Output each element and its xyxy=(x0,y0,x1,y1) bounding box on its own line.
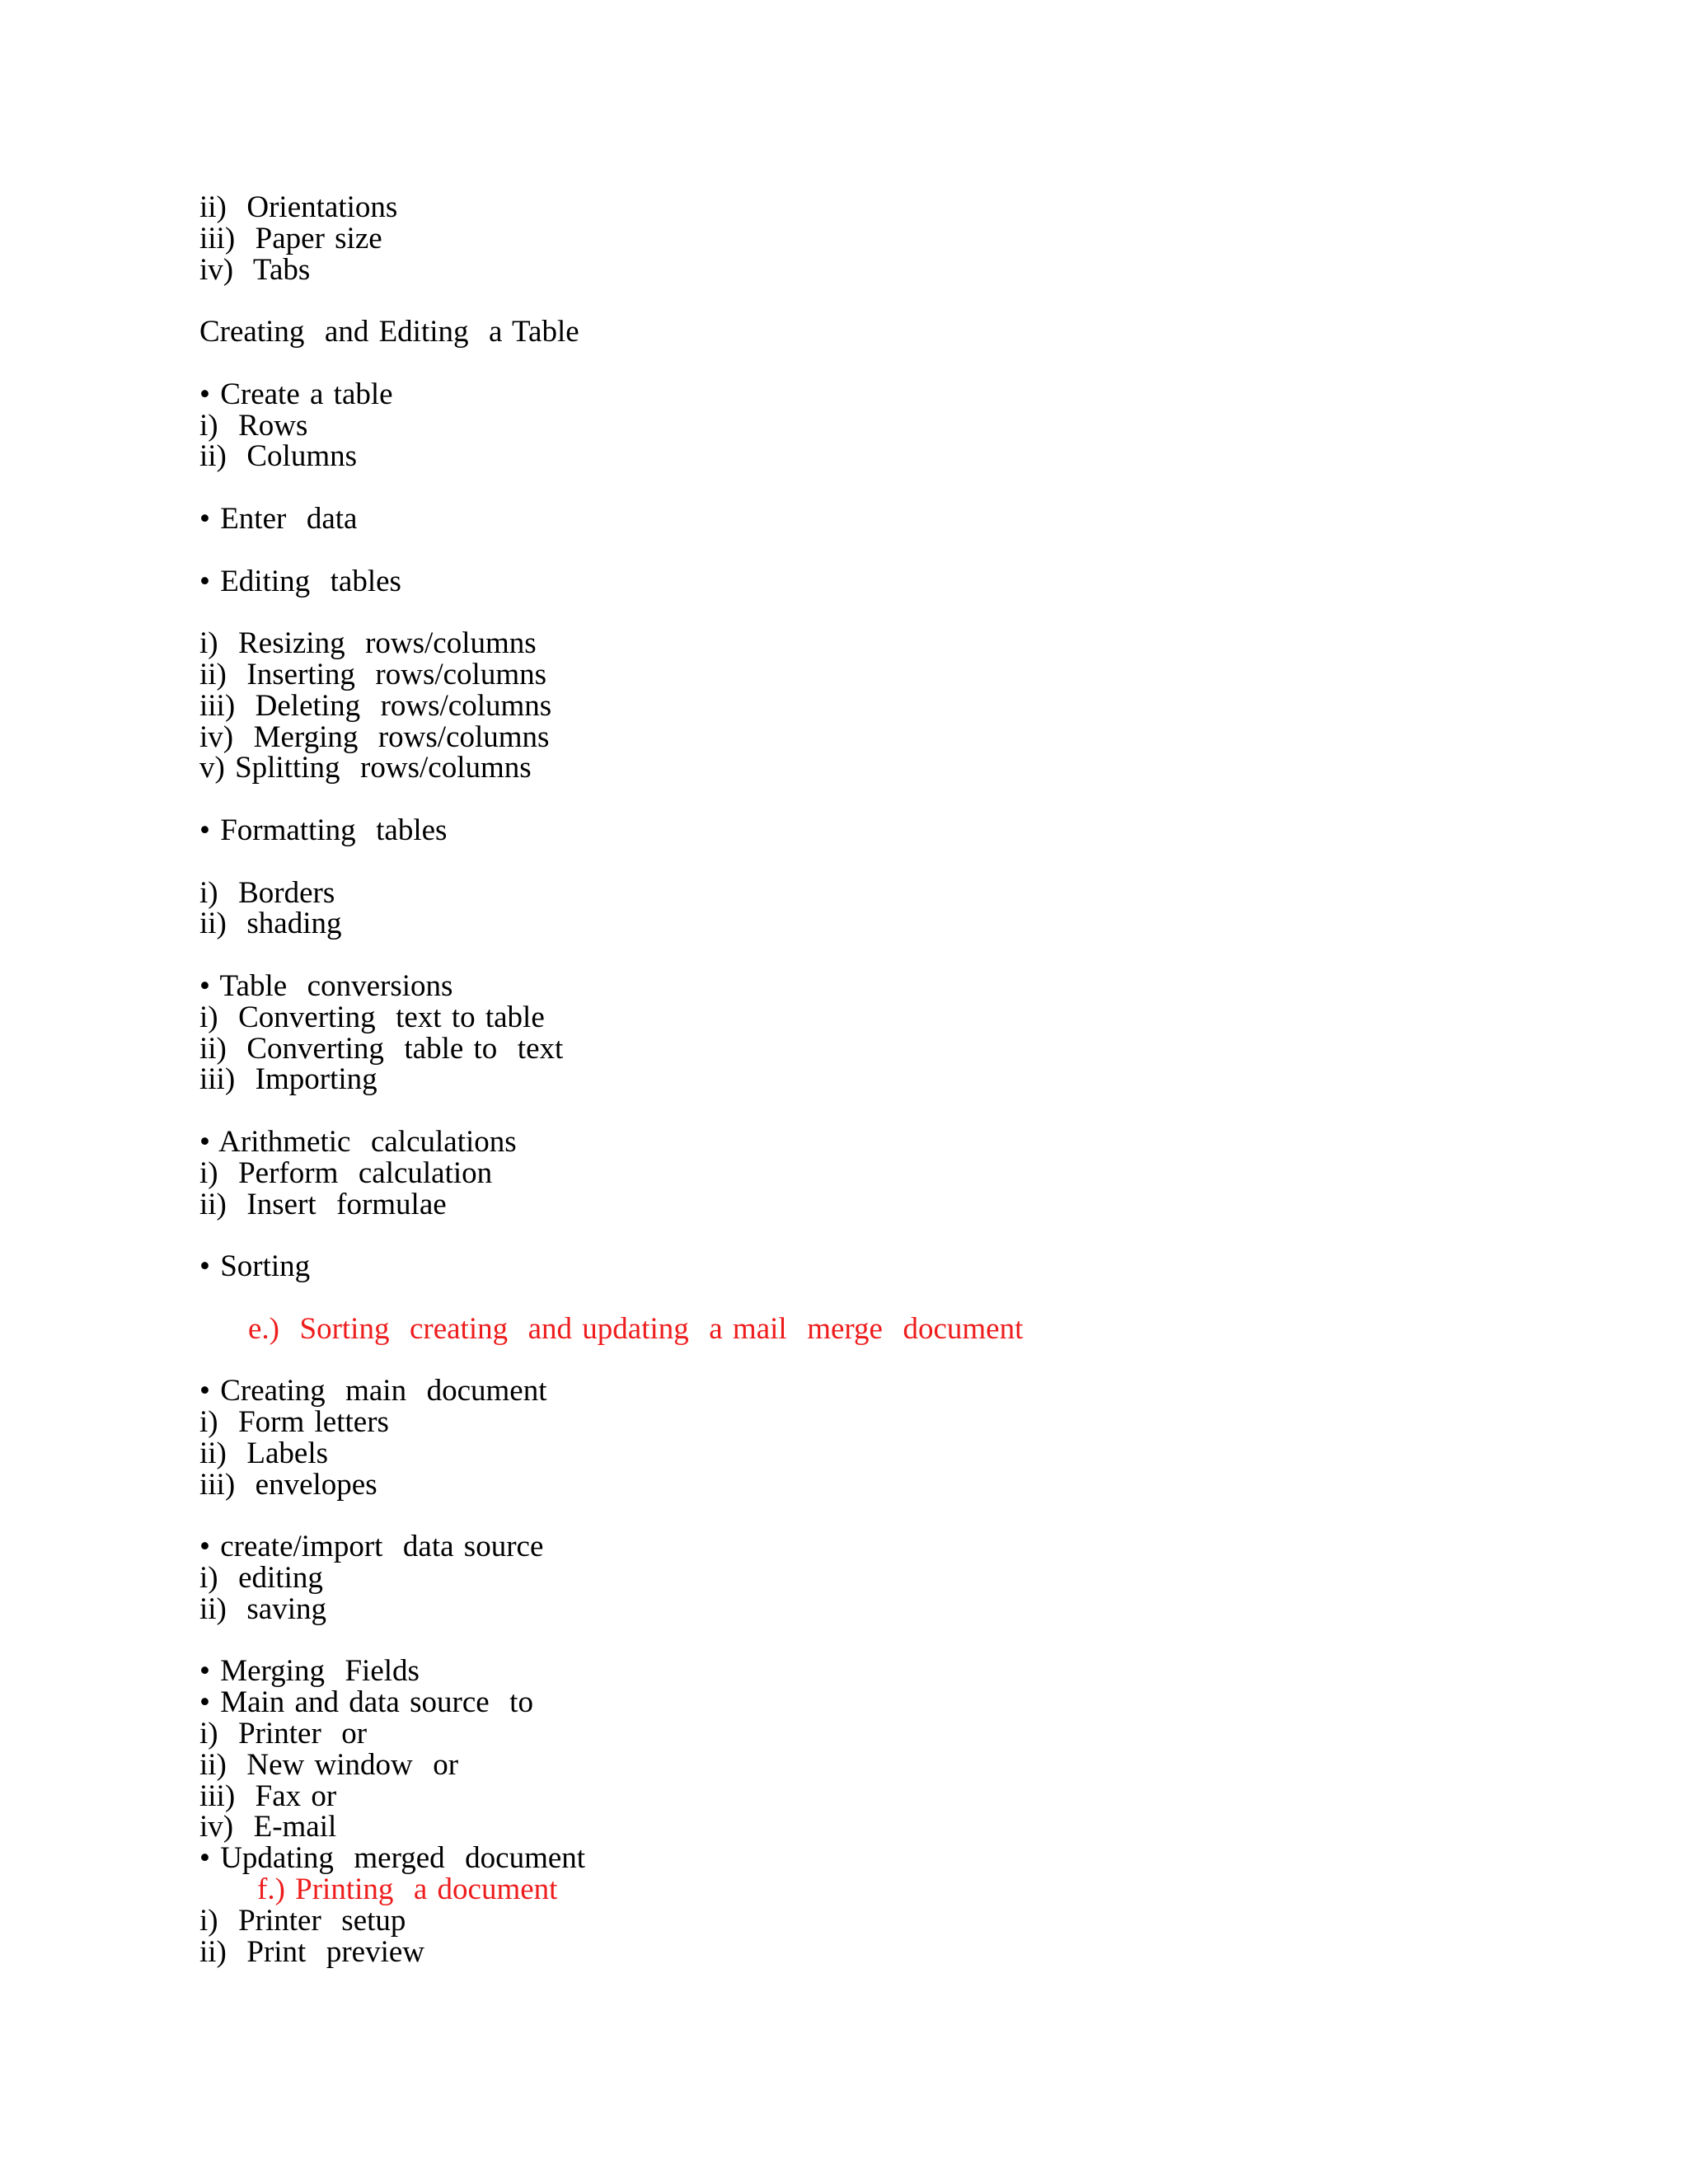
blank-line xyxy=(199,846,1601,878)
sub-list-item: i) Converting text to table xyxy=(199,1000,545,1034)
bullet-item: • Enter data xyxy=(199,501,358,536)
sub-list-item: ii) Orientations xyxy=(199,190,398,224)
blank-line xyxy=(199,940,1601,971)
sub-list-item: i) Form letters xyxy=(199,1405,389,1440)
sub-list-item: ii) saving xyxy=(199,1591,326,1626)
sub-list-item: ii) Insert formulae xyxy=(199,1187,447,1221)
blank-line xyxy=(199,535,1601,566)
document-body xyxy=(199,192,1601,1967)
bullet-item: • Create a table xyxy=(199,377,393,411)
sub-list-item: v) Splitting rows/columns xyxy=(199,751,532,785)
sub-list-item: iii) Importing xyxy=(199,1062,377,1097)
blank-line xyxy=(199,1500,1601,1531)
bullet-item: • Merging Fields xyxy=(199,1654,420,1689)
sub-list-item: iv) Merging rows/columns xyxy=(199,719,550,754)
bullet-item: • Table conversions xyxy=(199,968,453,1003)
sub-list-item: ii) shading xyxy=(199,907,342,941)
sub-list-item: ii) New window or xyxy=(199,1747,459,1782)
blank-line xyxy=(199,1282,1601,1314)
sub-list-item: iv) E-mail xyxy=(199,1810,337,1844)
bullet-item: • Creating main document xyxy=(199,1374,547,1408)
blank-line xyxy=(199,285,1601,316)
sub-list-item: iii) Paper size xyxy=(199,221,382,255)
blank-line xyxy=(199,1095,1601,1127)
blank-line xyxy=(199,1220,1601,1251)
blank-line xyxy=(199,597,1601,628)
blank-line xyxy=(199,472,1601,504)
bullet-item: • Updating merged document xyxy=(199,1841,586,1876)
bullet-item: • Arithmetic calculations xyxy=(199,1124,517,1159)
bullet-item: • Sorting xyxy=(199,1249,311,1284)
blank-line xyxy=(199,1344,1601,1376)
section-title: Creating and Editing a Table xyxy=(199,315,579,349)
bullet-item: • create/import data source xyxy=(199,1530,544,1564)
sub-list-item: ii) Converting table to text xyxy=(199,1031,564,1066)
bullet-item: • Main and data source to xyxy=(199,1685,533,1720)
sub-list-item: i) Resizing rows/columns xyxy=(199,626,537,661)
bullet-item: • Formatting tables xyxy=(199,813,448,847)
section-heading-printing: f.) Printing a document xyxy=(257,1872,558,1907)
blank-line xyxy=(199,1625,1601,1657)
sub-list-item: ii) Print preview xyxy=(199,1934,425,1969)
section-heading-mail-merge: e.) Sorting creating and updating a mail merge document xyxy=(248,1311,1024,1346)
sub-list-item: ii) Inserting rows/columns xyxy=(199,657,547,691)
sub-list-item: iii) Fax or xyxy=(199,1779,337,1813)
sub-list-item: iii) Deleting rows/columns xyxy=(199,688,552,723)
sub-list-item: i) Borders xyxy=(199,875,335,910)
sub-list-item: i) editing xyxy=(199,1561,323,1596)
sub-list-item: i) Printer setup xyxy=(199,1903,406,1938)
sub-list-item: i) Printer or xyxy=(199,1717,368,1751)
sub-list-item: i) Perform calculation xyxy=(199,1155,493,1190)
blank-line xyxy=(199,348,1601,379)
sub-list-item: ii) Columns xyxy=(199,439,358,474)
bullet-item: • Editing tables xyxy=(199,564,401,598)
sub-list-item: iii) envelopes xyxy=(199,1467,377,1502)
sub-list-item: ii) Labels xyxy=(199,1436,329,1470)
sub-list-item: iv) Tabs xyxy=(199,252,311,287)
blank-line xyxy=(199,784,1601,815)
sub-list-item: i) Rows xyxy=(199,408,308,443)
